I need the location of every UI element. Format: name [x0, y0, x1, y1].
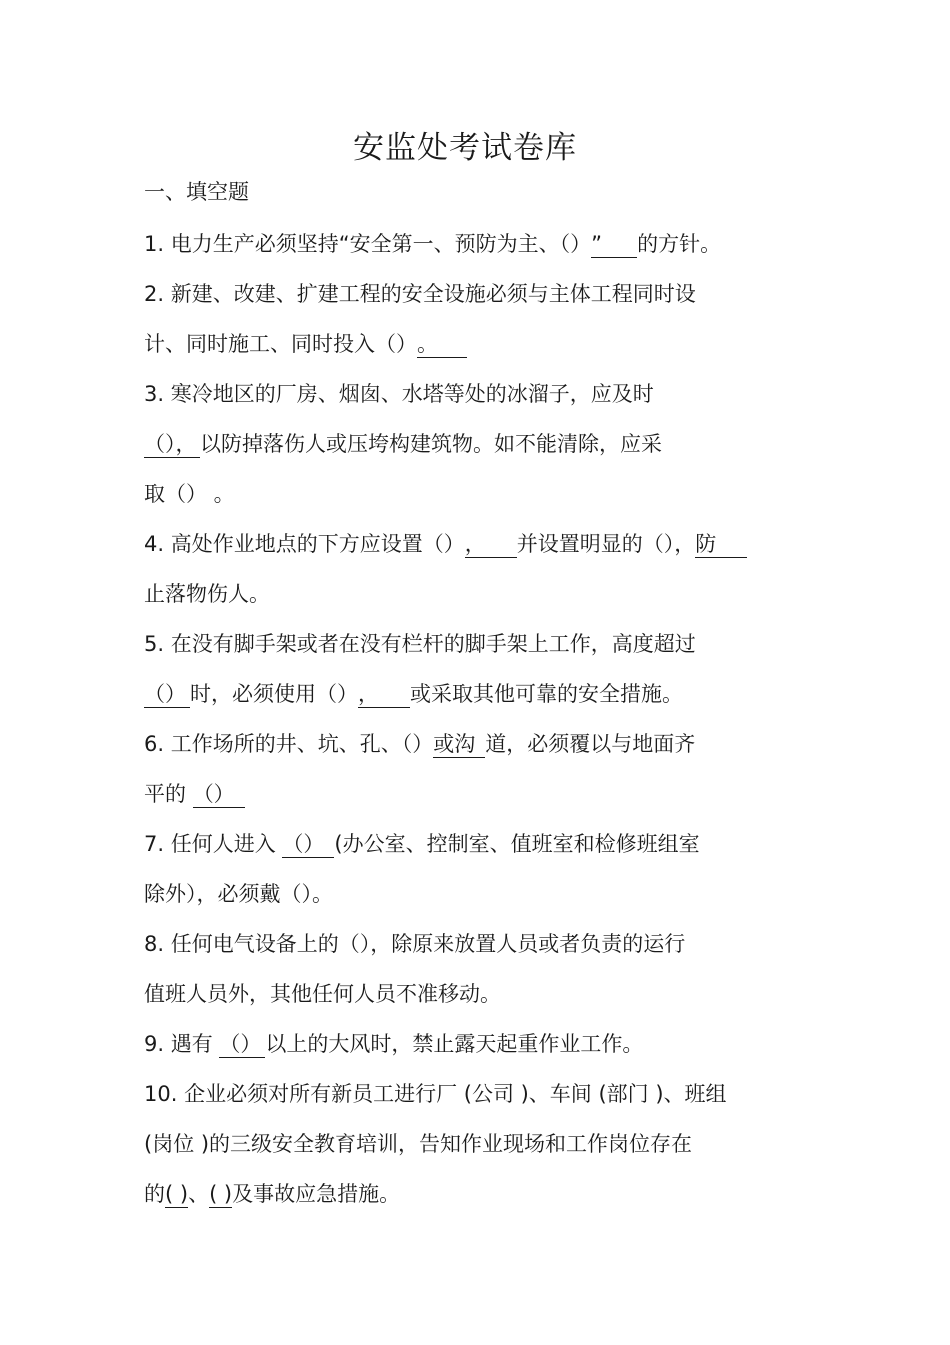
question-text: 、	[188, 1182, 210, 1206]
question-line-q4a	[144, 529, 747, 559]
question-line-q3a	[144, 379, 654, 409]
question-line-q2b	[144, 329, 467, 359]
question-text: 9. 遇有	[144, 1032, 220, 1056]
question-text: 的方针。	[637, 232, 722, 256]
document-title: 安监处考试卷库	[353, 130, 577, 166]
question-text: 值班人员外，其他任何人员不准移动。	[144, 982, 501, 1006]
question-text: 8. 任何电气设备上的（），除原来放置人员或者负责的运行	[144, 932, 686, 956]
question-text: 7. 任何人进入	[144, 832, 283, 856]
question-text: 1. 电力生产必须坚持“安全第一、预防为主、（）	[144, 232, 592, 256]
question-text: 平的	[144, 782, 193, 806]
answer-blank: ，	[465, 531, 517, 558]
answer-blank: （）	[144, 681, 190, 708]
question-text: 5. 在没有脚手架或者在没有栏杆的脚手架上工作，高度超过	[144, 632, 696, 656]
question-line-q2a	[144, 279, 696, 309]
question-text: 除外），必须戴（）。	[144, 882, 333, 906]
question-line-q5a	[144, 629, 696, 659]
question-text: 道，必须覆以与地面齐	[485, 732, 696, 756]
answer-blank: ( )	[165, 1182, 189, 1206]
question-line-q10c	[144, 1179, 400, 1209]
question-line-q3c	[144, 479, 235, 509]
answer-blank: 或沟	[433, 731, 485, 758]
question-line-q7a	[144, 829, 700, 859]
answer-blank: ( )	[209, 1182, 233, 1206]
answer-blank: （）	[219, 1031, 265, 1058]
question-text: 3. 寒冷地区的厂房、烟囱、水塔等处的冰溜子，应及时	[144, 382, 654, 406]
question-line-q9	[144, 1029, 643, 1059]
answer-blank: （）	[193, 781, 245, 808]
answer-blank: 。	[417, 331, 467, 358]
question-text: 的	[144, 1182, 165, 1206]
answer-blank: ”	[591, 231, 637, 258]
answer-blank: ，	[358, 681, 410, 708]
question-text: 以上的大风时，禁止露天起重作业工作。	[265, 1032, 644, 1056]
question-line-q10a	[144, 1079, 727, 1109]
answer-blank: （）	[282, 831, 334, 858]
question-line-q8b	[144, 979, 501, 1009]
question-text: 以防掉落伤人或压垮构建筑物。如不能清除，应采	[200, 432, 662, 456]
answer-blank: 防	[695, 531, 747, 558]
question-text: 及事故应急措施。	[232, 1182, 401, 1206]
question-text: 时，必须使用（）	[190, 682, 358, 706]
question-text: 计、同时施工、同时投入（）	[144, 332, 417, 356]
question-text: 并设置明显的（），	[516, 532, 696, 556]
question-line-q4b	[144, 579, 270, 609]
question-line-q1	[144, 229, 721, 259]
question-text: 或采取其他可靠的安全措施。	[410, 682, 683, 706]
question-text: (办公室、控制室、值班室和检修班组室	[334, 832, 700, 856]
question-line-q10b	[144, 1129, 692, 1159]
question-line-q3b	[144, 429, 662, 459]
question-text: 10. 企业必须对所有新员工进行厂 (公司 )、车间 (部门 )、班组	[144, 1082, 727, 1106]
question-line-q7b	[144, 879, 333, 909]
question-text: 6. 工作场所的井、坑、孔、（）	[144, 732, 434, 756]
question-text: 取（） 。	[144, 482, 235, 506]
question-text: 2. 新建、改建、扩建工程的安全设施必须与主体工程同时设	[144, 282, 696, 306]
question-text: (岗位 )的三级安全教育培训，告知作业现场和工作岗位存在	[144, 1132, 693, 1156]
section-heading: 一、填空题	[144, 180, 249, 204]
question-text: 止落物伤人。	[144, 582, 270, 606]
question-line-q5b	[144, 679, 683, 709]
question-line-q8a	[144, 929, 685, 959]
question-text: 4. 高处作业地点的下方应设置（）	[144, 532, 465, 556]
question-line-q6a	[144, 729, 695, 759]
question-line-q6b	[144, 779, 245, 809]
answer-blank: （），	[144, 431, 200, 458]
